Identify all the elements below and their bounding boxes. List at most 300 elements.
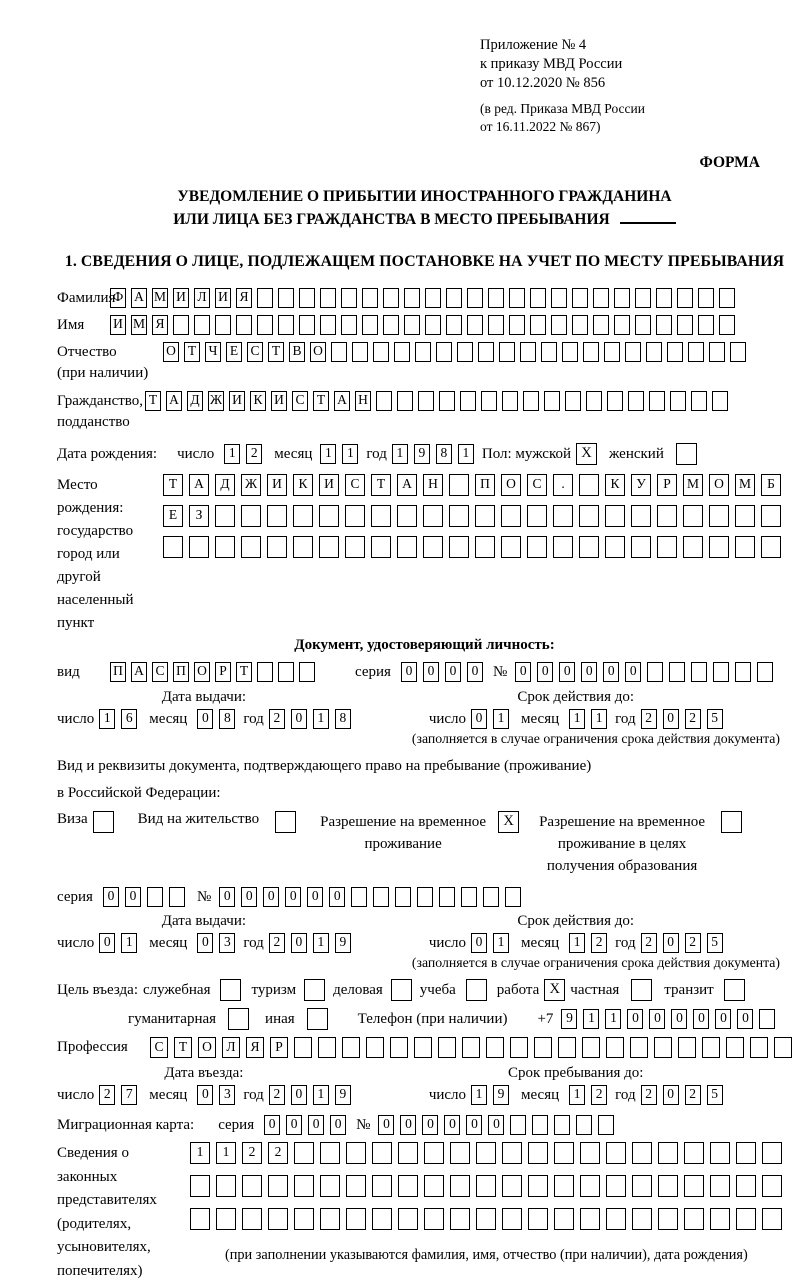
sex-female-checkbox	[676, 443, 697, 465]
char-box	[346, 1208, 366, 1230]
char-box	[698, 315, 714, 335]
citizenship-boxes	[145, 391, 728, 411]
stay-until-group	[429, 1065, 723, 1105]
char-box: 3	[219, 1085, 235, 1105]
entry-day-boxes	[99, 1085, 137, 1105]
char-box	[236, 315, 252, 335]
char-box	[605, 536, 625, 558]
representatives-label5: усыновителях,	[57, 1236, 190, 1260]
char-box	[404, 315, 420, 335]
char-box: 2	[591, 1085, 607, 1105]
char-box	[398, 1175, 418, 1197]
char-box	[586, 391, 602, 411]
month-label: месяц	[274, 446, 312, 463]
char-box	[320, 1208, 340, 1230]
char-box: С	[292, 391, 308, 411]
title-blank-line	[620, 208, 676, 224]
char-box	[684, 1208, 704, 1230]
doc-type-boxes	[110, 662, 315, 682]
residence-doc-line2: в Российской Федерации:	[57, 782, 792, 805]
char-box: 5	[707, 933, 723, 953]
char-box: В	[289, 342, 305, 362]
representatives-boxes-1	[190, 1142, 782, 1164]
char-box	[318, 1037, 336, 1058]
entry-date-label: Дата въезда:	[57, 1065, 351, 1082]
char-box	[424, 1208, 444, 1230]
char-box	[294, 1142, 314, 1164]
temp-residence-label: Разрешение на временное проживание	[320, 811, 486, 855]
char-box: 2	[269, 1085, 285, 1105]
char-box	[268, 1175, 288, 1197]
char-box	[257, 288, 273, 308]
char-box: У	[631, 474, 651, 496]
char-box: Р	[657, 474, 677, 496]
char-box	[658, 1142, 678, 1164]
char-box	[710, 1142, 730, 1164]
char-box	[502, 391, 518, 411]
char-box	[750, 1037, 768, 1058]
char-box: 1	[591, 709, 607, 729]
annex-reference	[480, 36, 792, 136]
char-box	[565, 391, 581, 411]
char-box	[372, 1175, 392, 1197]
char-box	[683, 505, 703, 527]
char-box	[476, 1142, 496, 1164]
birthplace-label3: город или другой	[57, 543, 163, 589]
char-box: 1	[190, 1142, 210, 1164]
char-box: 0	[663, 709, 679, 729]
char-box: 0	[307, 887, 323, 907]
char-box	[450, 1175, 470, 1197]
char-box	[163, 536, 183, 558]
representatives-boxes-2	[190, 1175, 782, 1197]
char-box: 0	[693, 1009, 709, 1029]
char-box	[215, 536, 235, 558]
identity-doc-dates	[57, 689, 792, 729]
char-box	[342, 1037, 360, 1058]
char-box	[418, 391, 434, 411]
doc-exp-month-boxes	[569, 709, 607, 729]
representatives-label6: попечителях)	[57, 1260, 190, 1283]
char-box: 1	[458, 444, 474, 464]
char-box	[761, 536, 781, 558]
purpose-tourism-checkbox	[304, 979, 325, 1001]
char-box: 0	[241, 887, 257, 907]
char-box	[667, 342, 683, 362]
char-box	[415, 342, 431, 362]
doc-series-boxes	[401, 662, 483, 682]
char-box: А	[334, 391, 350, 411]
entry-dates	[57, 1065, 792, 1105]
section1-heading: 1. СВЕДЕНИЯ О ЛИЦЕ, ПОДЛЕЖАЩЕМ ПОСТАНОВКЕ НА УЧЕТ ПО МЕСТУ ПРЕБЫВАНИЯ	[57, 253, 792, 271]
char-box	[398, 1208, 418, 1230]
char-box	[698, 288, 714, 308]
char-box: 1	[320, 444, 336, 464]
char-box: 0	[715, 1009, 731, 1029]
char-box: 1	[569, 933, 585, 953]
char-box: 2	[99, 1085, 115, 1105]
char-box: 9	[335, 933, 351, 953]
year-label: год	[243, 711, 263, 728]
char-box: 0	[291, 709, 307, 729]
char-box: Т	[268, 342, 284, 362]
purpose-humanitarian-checkbox	[228, 1008, 249, 1030]
char-box	[488, 288, 504, 308]
char-box	[688, 342, 704, 362]
surname-row	[57, 288, 792, 308]
char-box	[635, 315, 651, 335]
char-box	[397, 536, 417, 558]
char-box	[398, 1142, 418, 1164]
char-box	[709, 505, 729, 527]
char-box	[215, 505, 235, 527]
char-box	[475, 505, 495, 527]
char-box: Я	[236, 288, 252, 308]
char-box	[614, 315, 630, 335]
citizenship-label2: подданство	[57, 412, 145, 433]
char-box: 1	[99, 709, 115, 729]
char-box	[395, 887, 411, 907]
purpose-other-checkbox	[307, 1008, 328, 1030]
purpose-other-label: иная	[265, 1011, 295, 1028]
form-title	[57, 185, 792, 231]
char-box	[658, 1208, 678, 1230]
purpose-transit-label: транзит	[664, 982, 713, 999]
char-box: А	[166, 391, 182, 411]
day-label: число	[429, 935, 466, 952]
char-box: Л	[194, 288, 210, 308]
char-box: И	[110, 315, 126, 335]
char-box	[646, 342, 662, 362]
char-box	[502, 1175, 522, 1197]
citizenship-row	[57, 391, 792, 433]
given-name-row	[57, 315, 792, 335]
year-label: год	[243, 935, 263, 952]
char-box	[579, 536, 599, 558]
char-box	[351, 887, 367, 907]
char-box: Е	[163, 505, 183, 527]
purpose-business-label: деловая	[333, 982, 383, 999]
given-name-label: Имя	[57, 317, 110, 334]
char-box	[501, 505, 521, 527]
issue-date-label: Дата выдачи:	[57, 913, 351, 930]
char-box: Б	[761, 474, 781, 496]
char-box	[523, 391, 539, 411]
char-box: Т	[236, 662, 252, 682]
char-box	[606, 1208, 626, 1230]
purpose-humanitarian-label: гуманитарная	[128, 1011, 216, 1028]
char-box	[762, 1142, 782, 1164]
char-box: 2	[269, 933, 285, 953]
char-box	[467, 288, 483, 308]
char-box	[371, 536, 391, 558]
representatives-label-block	[57, 1142, 190, 1283]
char-box: 1	[224, 444, 240, 464]
char-box	[631, 505, 651, 527]
char-box: С	[247, 342, 263, 362]
visa-label: Виза	[57, 811, 88, 828]
char-box: 0	[737, 1009, 753, 1029]
birth-day-boxes	[224, 444, 262, 464]
year-label: год	[615, 1087, 635, 1104]
char-box: Ж	[241, 474, 261, 496]
char-box: 0	[663, 1085, 679, 1105]
char-box	[352, 342, 368, 362]
char-box	[502, 1142, 522, 1164]
doc-expiry-group	[429, 689, 723, 729]
char-box: Д	[215, 474, 235, 496]
char-box: 0	[467, 662, 483, 682]
char-box	[598, 1115, 614, 1135]
birthplace-row	[57, 474, 792, 635]
patronymic-boxes	[163, 342, 746, 362]
char-box: 0	[308, 1115, 324, 1135]
char-box	[576, 1115, 592, 1135]
char-box	[294, 1175, 314, 1197]
char-box	[625, 342, 641, 362]
char-box	[649, 391, 665, 411]
residence-doc-options	[57, 811, 792, 877]
representatives-note: (при заполнении указываются фамилия, имя, отчество (при наличии), дата рождения)	[225, 1247, 782, 1264]
char-box	[528, 1208, 548, 1230]
char-box	[366, 1037, 384, 1058]
permit-issue-group	[57, 913, 351, 953]
amendment-line: от 16.11.2022 № 867)	[480, 118, 792, 136]
char-box	[341, 315, 357, 335]
permit-exp-day-boxes	[471, 933, 509, 953]
char-box	[446, 288, 462, 308]
char-box	[376, 391, 392, 411]
char-box	[194, 315, 210, 335]
patronymic-note: (при наличии)	[57, 363, 163, 384]
char-box: 0	[537, 662, 553, 682]
char-box	[530, 288, 546, 308]
migration-card-row	[57, 1115, 792, 1135]
permit-number-sign: №	[197, 889, 211, 906]
sex-male-checkbox: X	[576, 443, 597, 465]
char-box	[719, 315, 735, 335]
annex-line: Приложение № 4	[480, 36, 792, 55]
char-box	[320, 288, 336, 308]
doc-exp-day-boxes	[471, 709, 509, 729]
permit-dates	[57, 913, 792, 953]
validity-note: (заполняется в случае ограничения срока действия документа)	[57, 731, 780, 747]
sex-female-label: женский	[609, 446, 664, 463]
char-box: Ф	[110, 288, 126, 308]
char-box: 0	[422, 1115, 438, 1135]
char-box	[730, 342, 746, 362]
char-box	[670, 391, 686, 411]
char-box	[580, 1142, 600, 1164]
char-box: 1	[569, 709, 585, 729]
char-box: Т	[313, 391, 329, 411]
char-box	[450, 1208, 470, 1230]
char-box	[656, 315, 672, 335]
char-box	[450, 1142, 470, 1164]
char-box	[257, 315, 273, 335]
char-box: 0	[291, 933, 307, 953]
char-box: Я	[246, 1037, 264, 1058]
purpose-study-label: учеба	[420, 982, 456, 999]
char-box: 0	[400, 1115, 416, 1135]
char-box	[677, 315, 693, 335]
representatives-label4: (родителях,	[57, 1213, 190, 1237]
residence-permit-label: Вид на жительство	[138, 811, 259, 828]
char-box: Н	[423, 474, 443, 496]
birthplace-label: Место рождения:	[57, 474, 163, 520]
char-box	[635, 288, 651, 308]
representatives-box-rows	[190, 1142, 782, 1264]
doc-number-boxes	[515, 662, 773, 682]
temp-residence-edu-label: Разрешение на временное проживание в целях получения образования	[539, 811, 705, 877]
month-label: месяц	[521, 935, 559, 952]
char-box	[449, 474, 469, 496]
char-box	[735, 505, 755, 527]
char-box: 2	[641, 709, 657, 729]
char-box: А	[189, 474, 209, 496]
char-box	[572, 288, 588, 308]
issue-date-label: Дата выдачи:	[57, 689, 351, 706]
char-box	[190, 1175, 210, 1197]
char-box: 0	[663, 933, 679, 953]
representatives-row	[57, 1142, 792, 1283]
char-box	[294, 1037, 312, 1058]
char-box: 0	[625, 662, 641, 682]
char-box	[467, 315, 483, 335]
char-box	[654, 1037, 672, 1058]
char-box	[593, 288, 609, 308]
char-box	[572, 315, 588, 335]
char-box	[647, 662, 663, 682]
char-box	[678, 1037, 696, 1058]
char-box	[372, 1142, 392, 1164]
char-box	[541, 342, 557, 362]
char-box	[614, 288, 630, 308]
char-box: П	[475, 474, 495, 496]
profession-row	[57, 1037, 792, 1058]
purpose-official-label: служебная	[143, 982, 211, 999]
birthplace-boxes-2	[163, 505, 781, 527]
char-box: 8	[436, 444, 452, 464]
char-box	[268, 1208, 288, 1230]
char-box: 0	[197, 709, 213, 729]
char-box	[657, 536, 677, 558]
sex-male-label: Пол: мужской	[482, 446, 571, 463]
char-box	[446, 315, 462, 335]
char-box	[319, 505, 339, 527]
char-box	[510, 1115, 526, 1135]
char-box	[320, 1175, 340, 1197]
char-box	[294, 1208, 314, 1230]
doc-number-sign: №	[493, 664, 507, 681]
char-box: 0	[378, 1115, 394, 1135]
char-box: 0	[466, 1115, 482, 1135]
char-box	[424, 1142, 444, 1164]
permit-issue-day-boxes	[99, 933, 137, 953]
char-box	[631, 536, 651, 558]
char-box: 0	[471, 933, 487, 953]
purpose-study-checkbox	[466, 979, 487, 1001]
phone-prefix: +7	[537, 1011, 553, 1028]
annex-amendment	[480, 100, 792, 136]
purpose-official-checkbox	[220, 979, 241, 1001]
char-box: З	[189, 505, 209, 527]
purpose-label: Цель въезда:	[57, 982, 138, 999]
char-box: 0	[671, 1009, 687, 1029]
char-box: 2	[242, 1142, 262, 1164]
char-box: И	[229, 391, 245, 411]
char-box: 0	[103, 887, 119, 907]
char-box: К	[293, 474, 313, 496]
char-box	[656, 288, 672, 308]
char-box: Т	[371, 474, 391, 496]
day-label: число	[177, 446, 214, 463]
char-box: Р	[215, 662, 231, 682]
char-box	[509, 315, 525, 335]
valid-until-label: Срок действия до:	[429, 689, 723, 706]
citizenship-label: Гражданство,	[57, 391, 145, 412]
char-box	[558, 1037, 576, 1058]
char-box	[299, 315, 315, 335]
char-box: О	[310, 342, 326, 362]
char-box: Т	[174, 1037, 192, 1058]
char-box: И	[271, 391, 287, 411]
char-box: 0	[264, 1115, 280, 1135]
char-box	[462, 1037, 480, 1058]
char-box: 3	[219, 933, 235, 953]
temp-residence-edu-checkbox	[721, 811, 742, 833]
char-box	[147, 887, 163, 907]
char-box	[267, 505, 287, 527]
char-box	[582, 1037, 600, 1058]
char-box	[658, 1175, 678, 1197]
char-box	[606, 1142, 626, 1164]
char-box	[527, 536, 547, 558]
char-box: 7	[121, 1085, 137, 1105]
char-box: А	[131, 662, 147, 682]
char-box: Т	[145, 391, 161, 411]
phone-label: Телефон (при наличии)	[358, 1011, 508, 1028]
char-box	[425, 288, 441, 308]
char-box	[397, 505, 417, 527]
surname-label: Фамилия	[57, 290, 110, 307]
char-box	[632, 1142, 652, 1164]
char-box: 0	[285, 887, 301, 907]
char-box: 1	[313, 1085, 329, 1105]
char-box	[173, 315, 189, 335]
stay-month-boxes	[569, 1085, 607, 1105]
char-box	[607, 391, 623, 411]
visa-checkbox	[93, 811, 114, 833]
char-box	[436, 342, 452, 362]
char-box: 0	[627, 1009, 643, 1029]
char-box	[562, 342, 578, 362]
char-box: 1	[493, 709, 509, 729]
char-box	[736, 1208, 756, 1230]
char-box	[293, 536, 313, 558]
stay-until-label: Срок пребывания до:	[429, 1065, 723, 1082]
char-box	[346, 1175, 366, 1197]
char-box	[710, 1175, 730, 1197]
char-box: 0	[488, 1115, 504, 1135]
char-box: 0	[444, 1115, 460, 1135]
char-box	[709, 342, 725, 362]
char-box	[762, 1175, 782, 1197]
char-box: И	[173, 288, 189, 308]
char-box	[761, 505, 781, 527]
char-box	[554, 1142, 574, 1164]
char-box	[632, 1175, 652, 1197]
